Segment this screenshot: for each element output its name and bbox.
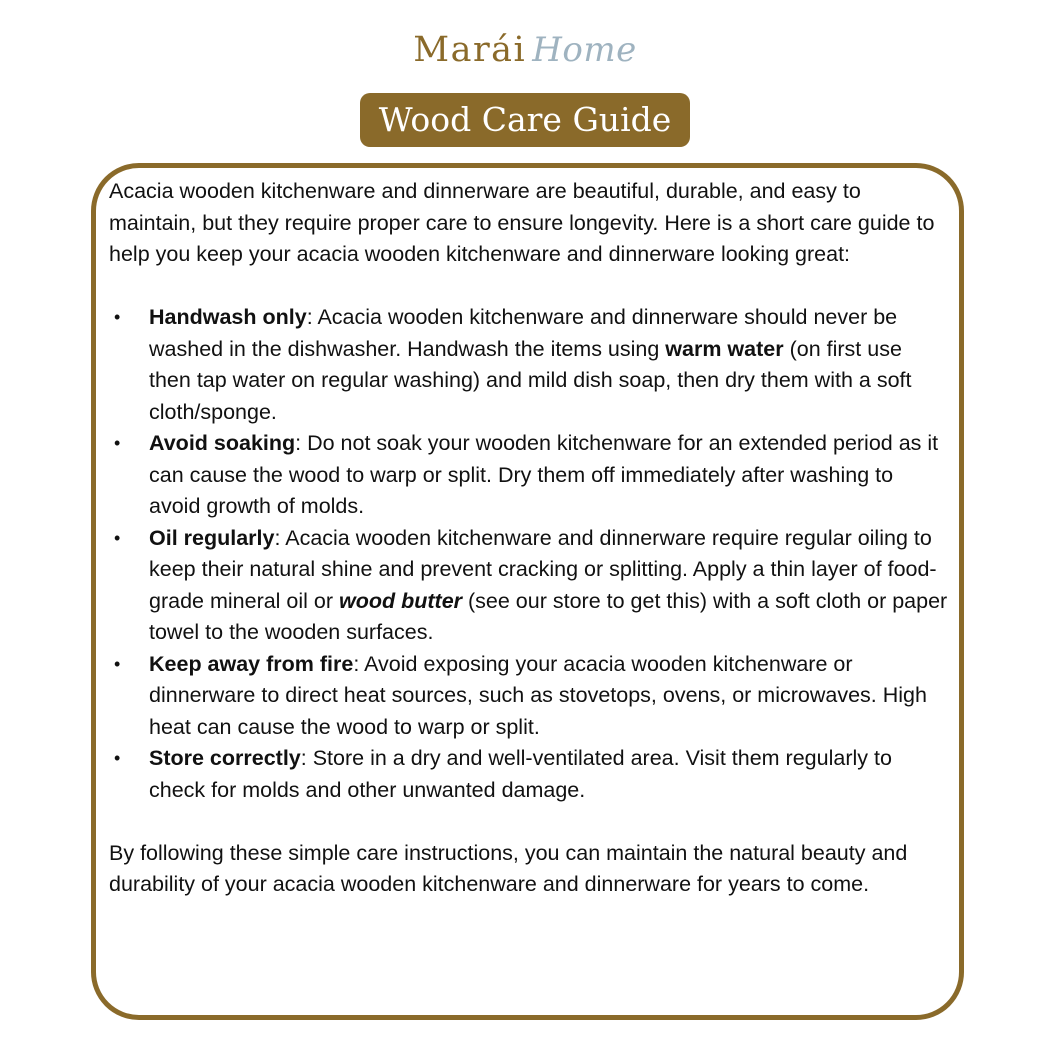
guide-content (109, 176, 949, 901)
bullet: • (114, 653, 121, 674)
tip-text: : Do not soak your wooden kitchenware for an extended period as it can cause the wood to warp or split. Dry them off immediately after washing to avoid growth of molds. (149, 431, 939, 518)
tip-keep-away-fire (114, 649, 949, 744)
page-title: Wood Care Guide (360, 93, 690, 147)
bullet: • (114, 527, 121, 548)
tip-text: : Avoid exposing your acacia wooden kitchenware or dinnerware to direct heat sources, such as stovetops, ovens, or microwaves. High heat can cause the wood to warp or split. (149, 651, 927, 739)
bullet: • (114, 748, 121, 768)
bullet: • (114, 307, 121, 327)
brand-sub: Home (532, 30, 637, 70)
tip-store-correctly (114, 743, 949, 806)
tip-heading: Avoid soaking (149, 431, 296, 455)
brand-logo (0, 30, 1050, 86)
tip-heading: Keep away from fire (149, 651, 354, 676)
brand-name: Marái (413, 30, 527, 70)
tip-avoid-soaking (114, 428, 949, 523)
tip-emphasis: wood butter (339, 588, 463, 613)
tip-handwash (114, 302, 949, 428)
tip-text: : Acacia wooden kitchenware and dinnerware require regular oiling to keep their natural shine and prevent cracking or splitting. Apply a thin layer of food-grade mineral oil or (149, 525, 937, 613)
tip-heading: Handwash only (149, 305, 307, 329)
tip-heading: Store correctly (149, 746, 301, 770)
tip-emphasis: warm water (665, 336, 784, 361)
bullet: • (114, 433, 121, 453)
tip-oil-regularly (114, 523, 949, 649)
tip-text: (see our store to get this) with a soft cloth or paper towel to the wooden surfaces. (149, 588, 948, 644)
tip-text: (on first use then tap water on regular washing) and mild dish soap, then dry them with a soft cloth/sponge. (149, 336, 912, 424)
tip-text: : Store in a dry and well-ventilated area. Visit them regularly to check for molds and other unwanted damage. (149, 746, 892, 802)
tip-heading: Oil regularly (149, 525, 275, 550)
tip-text: : Acacia wooden kitchenware and dinnerware should never be washed in the dishwasher. Handwash the items using (149, 305, 898, 361)
outro-paragraph: By following these simple care instructions, you can maintain the natural beauty and durability of your acacia wooden kitchenware and dinnerware for years to come. (109, 840, 908, 896)
care-tips-list (109, 302, 949, 806)
intro-paragraph: Acacia wooden kitchenware and dinnerware are beautiful, durable, and easy to maintain, but they require proper care to ensure longevity. Here is a short care guide to help you keep your acacia wooden kitchenware and dinnerware looking great: (109, 179, 935, 266)
